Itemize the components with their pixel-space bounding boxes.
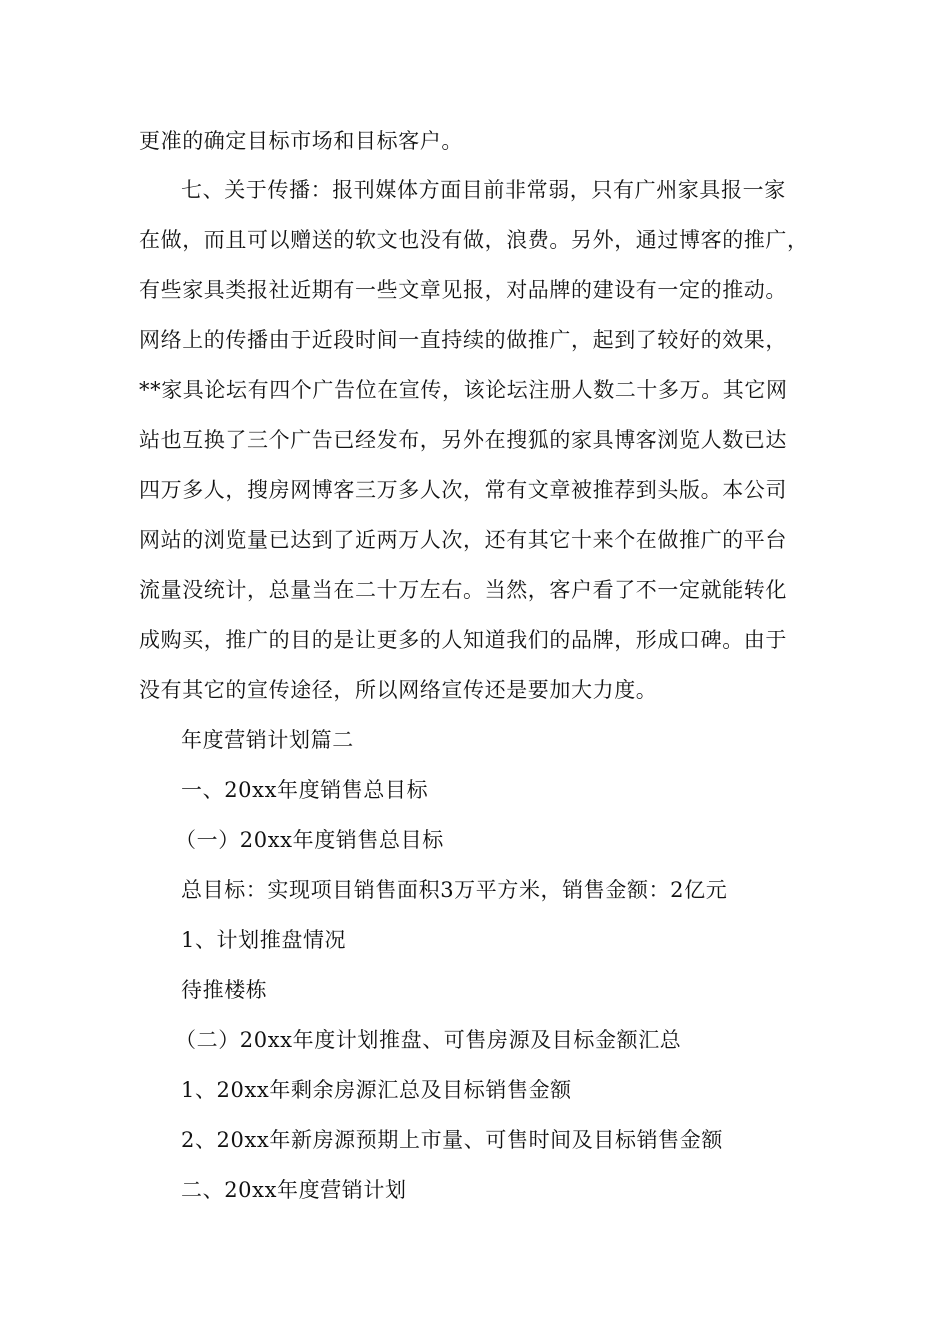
paragraph-line: 四万多人，搜房网博客三万多人次，常有文章被推荐到头版。本公司 [139, 478, 787, 502]
paragraph-line: 在做，而且可以赠送的软文也没有做，浪费。另外，通过博客的推广， [139, 228, 809, 252]
section-two-title: 二、20xx年度营销计划 [181, 1178, 407, 1202]
paragraph-line: 七、关于传播：报刊媒体方面目前非常弱，只有广州家具报一家 [181, 178, 786, 202]
subsection-one-title: （一）20xx年度销售总目标 [175, 828, 444, 852]
section-one-title: 一、20xx年度销售总目标 [181, 778, 429, 802]
paragraph-line: **家具论坛有四个广告位在宣传，该论坛注册人数二十多万。其它网 [139, 378, 788, 402]
new-source-item: 2、20xx年新房源预期上市量、可售时间及目标销售金额 [181, 1128, 723, 1152]
paragraph-line: 网站的浏览量已达到了近两万人次，还有其它十来个在做推广的平台 [139, 528, 787, 552]
paragraph-line: 有些家具类报社近期有一些文章见报，对品牌的建设有一定的推动。 [139, 278, 787, 302]
part-two-heading: 年度营销计划篇二 [181, 728, 354, 752]
paragraph-line: 没有其它的宣传途径，所以网络宣传还是要加大力度。 [139, 678, 658, 702]
subsection-two-title: （二）20xx年度计划推盘、可售房源及目标金额汇总 [175, 1028, 682, 1052]
paragraph-line: 成购买，推广的目的是让更多的人知道我们的品牌，形成口碑。由于 [139, 628, 787, 652]
paragraph-line: 流量没统计，总量当在二十万左右。当然，客户看了不一定就能转化 [139, 578, 787, 602]
continuation-paragraph [139, 116, 819, 166]
section-seven-paragraph [139, 165, 819, 715]
continuation-line: 更准的确定目标市场和目标客户。 [139, 129, 463, 153]
total-goal-line: 总目标：实现项目销售面积3万平方米，销售金额：2亿元 [181, 878, 728, 902]
paragraph-line: 网络上的传播由于近段时间一直持续的做推广，起到了较好的效果， [139, 328, 787, 352]
pending-buildings-label: 待推楼栋 [181, 978, 268, 1002]
plan-item: 1、计划推盘情况 [181, 928, 347, 952]
remaining-item: 1、20xx年剩余房源汇总及目标销售金额 [181, 1078, 572, 1102]
part-two-content [139, 715, 819, 1215]
paragraph-line: 站也互换了三个广告已经发布，另外在搜狐的家具博客浏览人数已达 [139, 428, 787, 452]
